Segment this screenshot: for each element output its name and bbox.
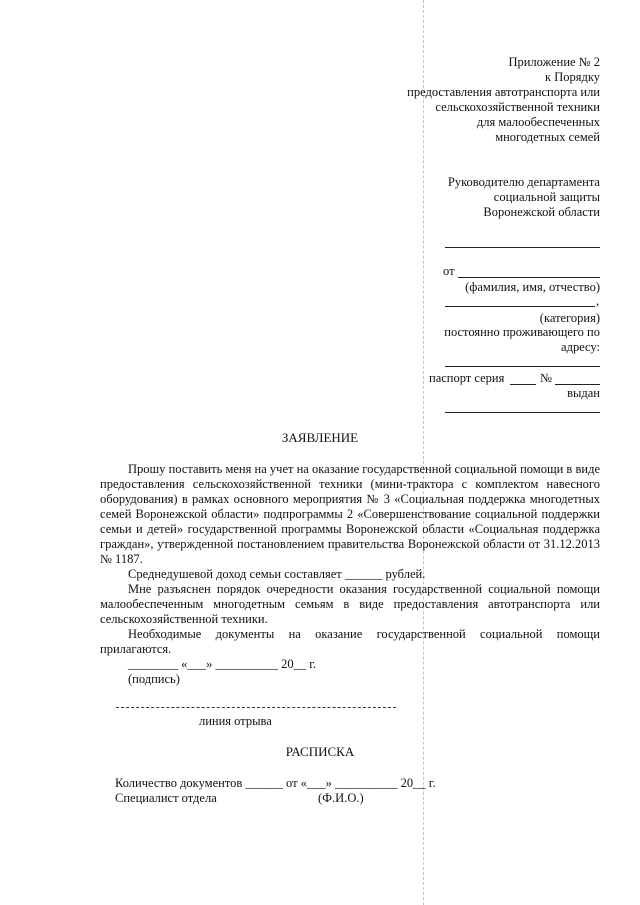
- passport-series-field[interactable]: [510, 384, 536, 385]
- passport-number-field[interactable]: [555, 384, 600, 385]
- income-paragraph: Среднедушевой доход семьи составляет ______ рублей.: [128, 567, 426, 581]
- appendix-line: сельскохозяйственной техники: [435, 100, 600, 114]
- address-field[interactable]: [445, 366, 600, 367]
- appendix-number: Приложение № 2: [508, 55, 600, 69]
- addressee-name-field[interactable]: [445, 247, 600, 248]
- passport-issued-field[interactable]: [445, 412, 600, 413]
- applicant-category-field[interactable]: [445, 306, 595, 307]
- appendix-line: предоставления автотранспорта или: [407, 85, 600, 99]
- fold-crease-line: [423, 0, 424, 905]
- appendix-line: для малообеспеченных: [476, 115, 600, 129]
- passport-series-label: паспорт серия: [429, 371, 505, 385]
- specialist-label: Специалист отдела: [115, 791, 217, 805]
- appendix-line: к Порядку: [545, 70, 600, 84]
- statement-title: ЗАЯВЛЕНИЕ: [281, 430, 359, 445]
- addressee-line: Руководителю департамента: [447, 175, 600, 189]
- receipt-title: РАСПИСКА: [285, 744, 355, 759]
- addressee-line: социальной защиты: [493, 190, 600, 204]
- issued-label: выдан: [567, 386, 600, 400]
- statement-paragraph: Прошу поставить меня на учет на оказание государственной социальной помощи в виде предоставления сельскохозяйственной техники (мини-трактора с комплектом навесного оборудования) в рамках основного мероприятия № 3 «Социальная поддержка многодетных семей Воронежской области» подпрограммы 2 «Совершенствование социальной поддержки семьи и детей» государственной программы Воронежской области «Социальная поддержка граждан», утвержденной постановлением правительства Воронежской области от 31.12.2013 № 1187.: [100, 462, 600, 566]
- tear-off-line: [116, 707, 396, 708]
- addressee-line: Воронежской области: [483, 205, 600, 219]
- documents-paragraph: Необходимые документы на оказание государственной социальной помощи прилагаются.: [100, 627, 600, 656]
- fio-hint: (фамилия, имя, отчество): [465, 280, 600, 294]
- order-paragraph: Мне разъяснен порядок очередности оказания государственной социальной помощи малообеспеченным многодетным семьям в виде предоставления автотранспорта или сельскохозяйственной техники.: [100, 582, 600, 626]
- residence-label: постоянно проживающего по: [444, 325, 600, 339]
- signature-date-line[interactable]: ________ «___» __________ 20__ г.: [128, 657, 317, 671]
- receipt-documents-line[interactable]: Количество документов ______ от «___» __________ 20__ г.: [115, 776, 436, 790]
- category-hint: (категория): [539, 311, 600, 325]
- applicant-fio-field[interactable]: [458, 277, 600, 278]
- comma-mark: ,: [596, 294, 600, 308]
- signature-hint: (подпись): [128, 672, 180, 686]
- tear-off-label: линия отрыва: [199, 714, 272, 728]
- from-label: от: [443, 264, 455, 278]
- specialist-fio-hint: (Ф.И.О.): [318, 791, 364, 805]
- address-label: адресу:: [561, 340, 600, 354]
- statement-body: [100, 462, 600, 657]
- passport-number-label: №: [540, 371, 552, 385]
- appendix-line: многодетных семей: [495, 130, 600, 144]
